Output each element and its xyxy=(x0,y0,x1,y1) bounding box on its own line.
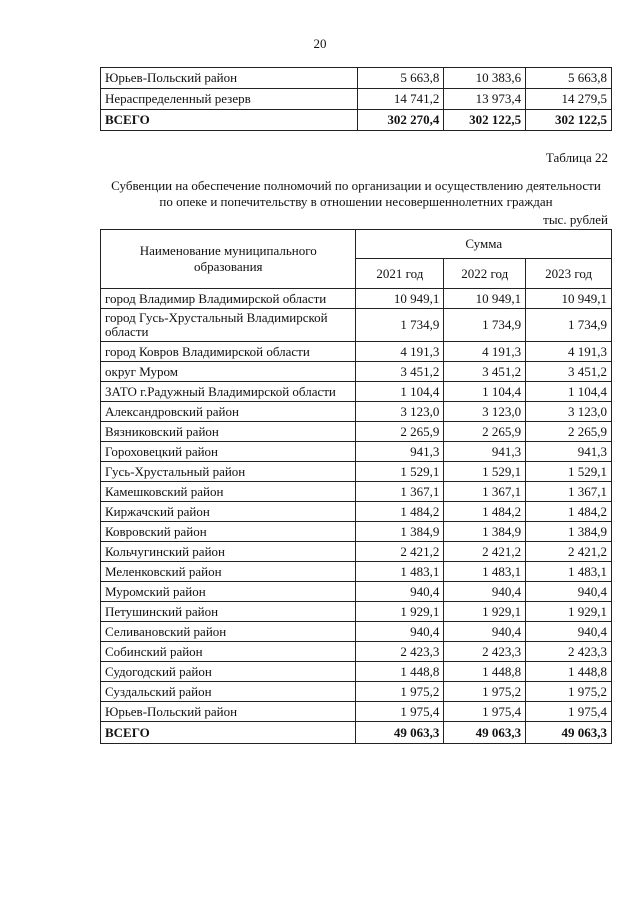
value-2021: 2 421,2 xyxy=(356,542,444,562)
page-number: 20 xyxy=(313,36,327,51)
value-2023: 1 484,2 xyxy=(526,502,612,522)
value-2023: 940,4 xyxy=(526,582,612,602)
value-2021: 3 123,0 xyxy=(356,402,444,422)
total-label: ВСЕГО xyxy=(101,110,358,131)
row-name: Судогодский район xyxy=(101,662,356,682)
value-2022: 2 421,2 xyxy=(444,542,526,562)
value-2022: 940,4 xyxy=(444,622,526,642)
value-2022: 1 929,1 xyxy=(444,602,526,622)
row-name: Ковровский район xyxy=(101,522,356,542)
value-2021: 1 448,8 xyxy=(356,662,444,682)
table-row xyxy=(101,442,612,462)
table-row xyxy=(101,402,612,422)
total-2023: 302 122,5 xyxy=(526,110,612,131)
total-2022: 49 063,3 xyxy=(444,722,526,744)
table-row xyxy=(101,582,612,602)
value-2022: 1 484,2 xyxy=(444,502,526,522)
value-2022: 1 975,2 xyxy=(444,682,526,702)
value-2021: 1 975,4 xyxy=(356,702,444,722)
total-label: ВСЕГО xyxy=(101,722,356,744)
value-2021: 1 529,1 xyxy=(356,462,444,482)
row-name: Кольчугинский район xyxy=(101,542,356,562)
table-label: Таблица 22 xyxy=(545,150,608,165)
value-2021: 5 663,8 xyxy=(358,68,444,89)
row-name: Гороховецкий район xyxy=(101,442,356,462)
value-2021: 940,4 xyxy=(356,622,444,642)
table-row xyxy=(101,289,612,309)
row-name: Александровский район xyxy=(101,402,356,422)
table-row xyxy=(101,482,612,502)
value-2023: 1 104,4 xyxy=(526,382,612,402)
value-2022: 10 383,6 xyxy=(444,68,526,89)
row-name: Киржачский район xyxy=(101,502,356,522)
row-name: Селивановский район xyxy=(101,622,356,642)
row-name: округ Муром xyxy=(101,362,356,382)
value-2023: 1 929,1 xyxy=(526,602,612,622)
value-2023: 5 663,8 xyxy=(526,68,612,89)
value-2022: 941,3 xyxy=(444,442,526,462)
header-year-2023: 2023 год xyxy=(526,259,612,289)
total-row xyxy=(101,722,612,744)
value-2023: 10 949,1 xyxy=(526,289,612,309)
row-name: Муромский район xyxy=(101,582,356,602)
row-name: Меленковский район xyxy=(101,562,356,582)
total-2021: 302 270,4 xyxy=(358,110,444,131)
main-table-body xyxy=(101,289,612,744)
value-2021: 2 423,3 xyxy=(356,642,444,662)
value-2023: 1 448,8 xyxy=(526,662,612,682)
value-2022: 2 265,9 xyxy=(444,422,526,442)
title-line-1: Субвенции на обеспечение полномочий по организации и осуществлению деятельности xyxy=(111,178,601,193)
value-2022: 2 423,3 xyxy=(444,642,526,662)
total-2023: 49 063,3 xyxy=(526,722,612,744)
table-row xyxy=(101,342,612,362)
row-name: город Гусь-Хрустальный Владимирской области xyxy=(101,309,356,342)
table-row xyxy=(101,502,612,522)
value-2023: 1 975,2 xyxy=(526,682,612,702)
header-sum: Сумма xyxy=(356,230,612,259)
value-2021: 1 734,9 xyxy=(356,309,444,342)
total-2021: 49 063,3 xyxy=(356,722,444,744)
value-2022: 1 529,1 xyxy=(444,462,526,482)
value-2022: 3 123,0 xyxy=(444,402,526,422)
table-row xyxy=(101,662,612,682)
value-2021: 3 451,2 xyxy=(356,362,444,382)
table-row xyxy=(101,562,612,582)
value-2023: 2 265,9 xyxy=(526,422,612,442)
header-row xyxy=(101,230,612,259)
value-2023: 3 123,0 xyxy=(526,402,612,422)
value-2023: 941,3 xyxy=(526,442,612,462)
row-name: Собинский район xyxy=(101,642,356,662)
table-row xyxy=(101,68,612,89)
table-row xyxy=(101,522,612,542)
row-name: Юрьев-Польский район xyxy=(101,68,358,89)
table-row xyxy=(101,702,612,722)
table-row xyxy=(101,422,612,442)
row-name: Суздальский район xyxy=(101,682,356,702)
units-label: тыс. рублей xyxy=(543,212,608,227)
total-2022: 302 122,5 xyxy=(444,110,526,131)
row-name: Нераспределенный резерв xyxy=(101,89,358,110)
table-row xyxy=(101,382,612,402)
value-2023: 2 421,2 xyxy=(526,542,612,562)
value-2022: 3 451,2 xyxy=(444,362,526,382)
value-2021: 1 104,4 xyxy=(356,382,444,402)
value-2021: 14 741,2 xyxy=(358,89,444,110)
row-name: Гусь-Хрустальный район xyxy=(101,462,356,482)
value-2022: 1 483,1 xyxy=(444,562,526,582)
top-table xyxy=(100,67,612,131)
table-title xyxy=(100,178,612,210)
header-year-2022: 2022 год xyxy=(444,259,526,289)
value-2021: 2 265,9 xyxy=(356,422,444,442)
row-name: ЗАТО г.Радужный Владимирской области xyxy=(101,382,356,402)
value-2023: 940,4 xyxy=(526,622,612,642)
row-name: Вязниковский район xyxy=(101,422,356,442)
table-row xyxy=(101,682,612,702)
value-2022: 13 973,4 xyxy=(444,89,526,110)
main-table xyxy=(100,229,612,744)
header-name: Наименование муниципального образования xyxy=(101,230,356,289)
value-2022: 1 384,9 xyxy=(444,522,526,542)
value-2021: 10 949,1 xyxy=(356,289,444,309)
value-2023: 1 529,1 xyxy=(526,462,612,482)
value-2023: 1 384,9 xyxy=(526,522,612,542)
value-2021: 1 484,2 xyxy=(356,502,444,522)
value-2023: 3 451,2 xyxy=(526,362,612,382)
value-2023: 4 191,3 xyxy=(526,342,612,362)
row-name: Юрьев-Польский район xyxy=(101,702,356,722)
value-2022: 10 949,1 xyxy=(444,289,526,309)
value-2022: 1 734,9 xyxy=(444,309,526,342)
value-2021: 1 367,1 xyxy=(356,482,444,502)
value-2022: 940,4 xyxy=(444,582,526,602)
value-2021: 1 483,1 xyxy=(356,562,444,582)
row-name: Петушинский район xyxy=(101,602,356,622)
value-2022: 4 191,3 xyxy=(444,342,526,362)
total-row xyxy=(101,110,612,131)
value-2021: 941,3 xyxy=(356,442,444,462)
row-name: Камешковский район xyxy=(101,482,356,502)
header-year-2021: 2021 год xyxy=(356,259,444,289)
table-row xyxy=(101,462,612,482)
value-2021: 1 384,9 xyxy=(356,522,444,542)
value-2021: 1 929,1 xyxy=(356,602,444,622)
table-row xyxy=(101,309,612,342)
table-row xyxy=(101,89,612,110)
value-2023: 1 367,1 xyxy=(526,482,612,502)
title-line-2: по опеке и попечительству в отношении несовершеннолетних граждан xyxy=(159,194,553,209)
value-2021: 4 191,3 xyxy=(356,342,444,362)
value-2021: 1 975,2 xyxy=(356,682,444,702)
table-row xyxy=(101,362,612,382)
value-2023: 1 734,9 xyxy=(526,309,612,342)
value-2022: 1 104,4 xyxy=(444,382,526,402)
value-2022: 1 975,4 xyxy=(444,702,526,722)
table-row xyxy=(101,642,612,662)
value-2023: 1 483,1 xyxy=(526,562,612,582)
table-row xyxy=(101,622,612,642)
table-row xyxy=(101,602,612,622)
row-name: город Ковров Владимирской области xyxy=(101,342,356,362)
row-name: город Владимир Владимирской области xyxy=(101,289,356,309)
value-2022: 1 367,1 xyxy=(444,482,526,502)
value-2022: 1 448,8 xyxy=(444,662,526,682)
value-2023: 14 279,5 xyxy=(526,89,612,110)
value-2021: 940,4 xyxy=(356,582,444,602)
value-2023: 2 423,3 xyxy=(526,642,612,662)
table-row xyxy=(101,542,612,562)
value-2023: 1 975,4 xyxy=(526,702,612,722)
